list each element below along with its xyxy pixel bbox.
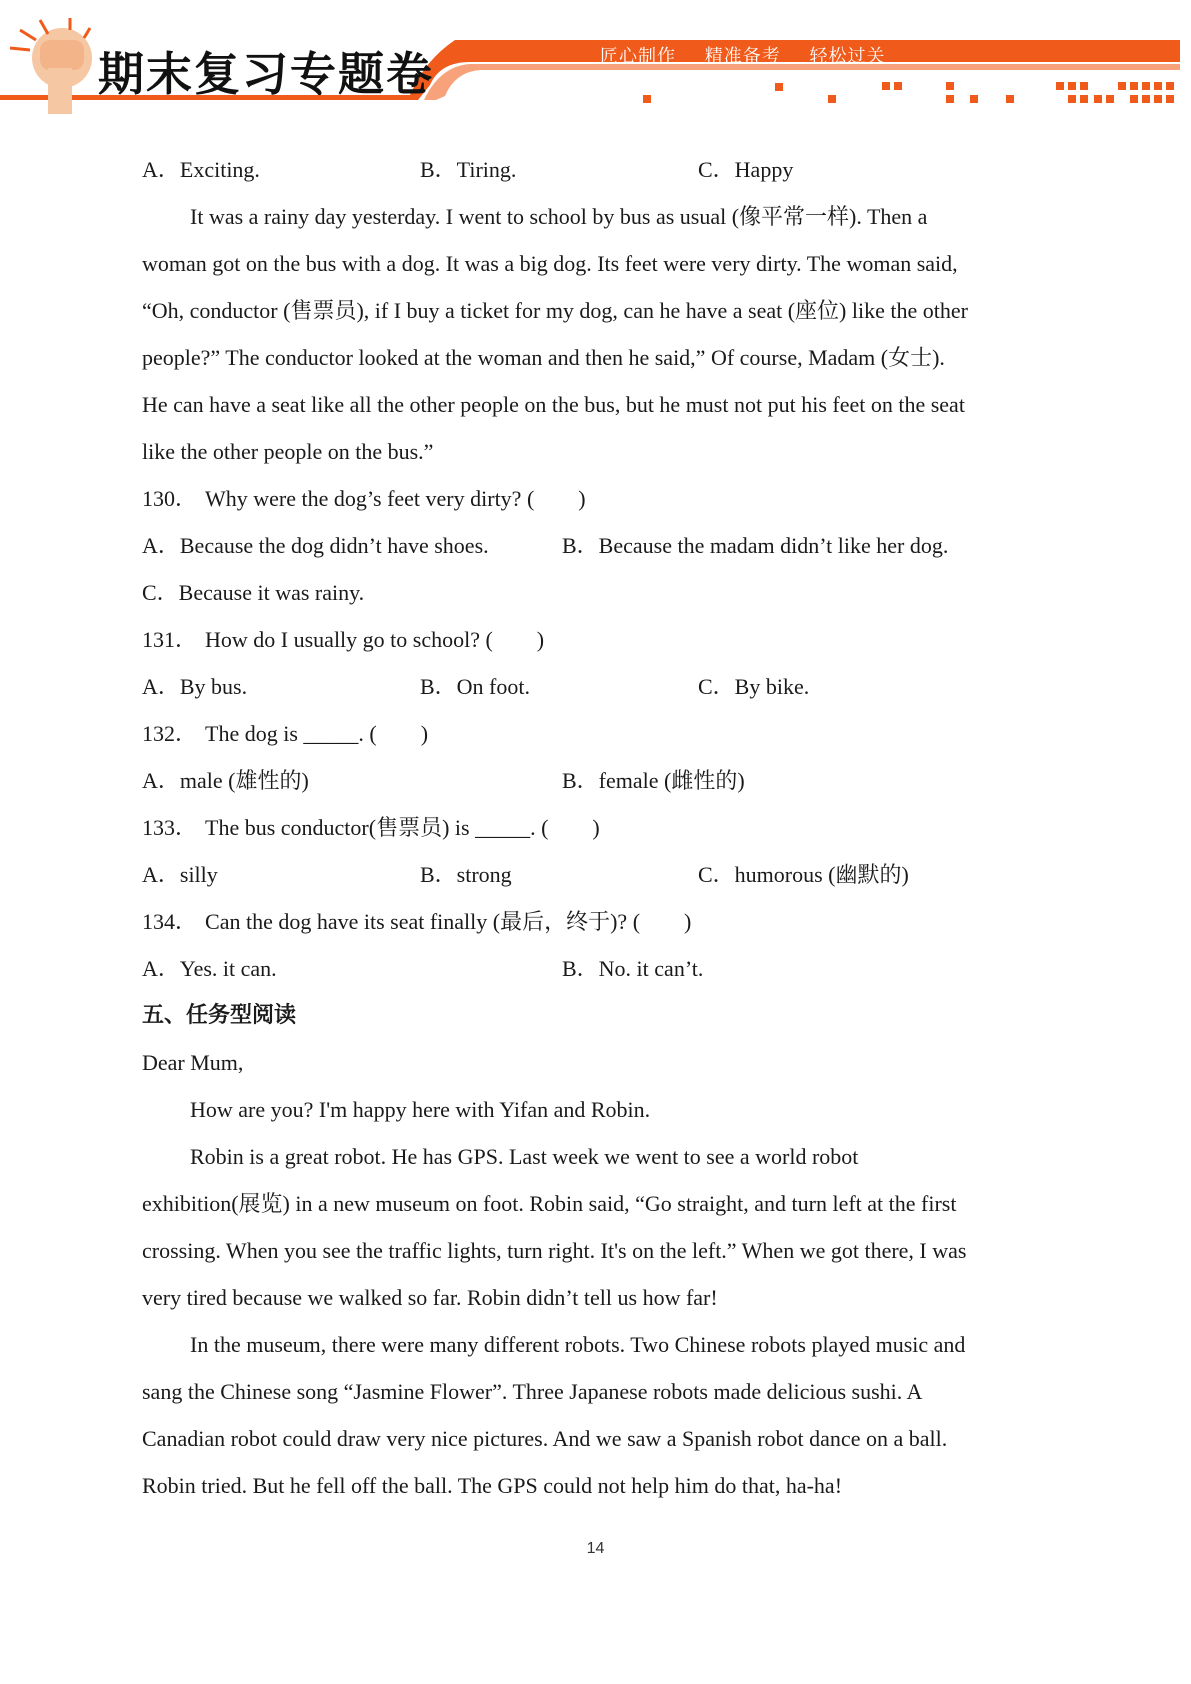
passage-line: He can have a seat like all the other people on the bus, but he must not put his feet on the seat — [142, 392, 965, 417]
passage-2 — [142, 1086, 1062, 1509]
slogan-1: 匠心制作 — [600, 46, 676, 67]
passage-line: sang the Chinese song “Jasmine Flower”. Three Japanese robots made delicious sushi. A — [142, 1379, 923, 1404]
question-text: How do I usually go to school? ( ) — [205, 627, 545, 652]
page-number: 14 — [586, 1540, 605, 1557]
options-row — [142, 663, 1062, 710]
options-row — [142, 945, 1062, 992]
question-132 — [142, 710, 1062, 757]
option-c: C．By bike. — [698, 674, 810, 699]
option-a: A．By bus. — [142, 674, 248, 699]
question-133 — [142, 804, 1062, 851]
option-c: C．Because it was rainy. — [142, 580, 365, 605]
question-text: Why were the dog’s feet very dirty? ( ) — [205, 486, 586, 511]
dot-decoration — [643, 82, 1174, 103]
page-content — [142, 146, 1062, 1509]
option-a: A．male (雄性的) — [142, 768, 309, 793]
options-row — [142, 569, 1062, 616]
option-b: B．female (雌性的) — [562, 768, 745, 793]
header-slogan — [600, 42, 907, 68]
option-c: C．humorous (幽默的) — [698, 862, 909, 887]
passage-line: How are you? I'm happy here with Yifan and Robin. — [190, 1097, 651, 1122]
question-text: The bus conductor(售票员) is _____. ( ) — [205, 815, 600, 840]
question-number: 130． — [142, 486, 198, 511]
question-131 — [142, 616, 1062, 663]
option-b: B．On foot. — [420, 674, 531, 699]
passage-line: It was a rainy day yesterday. I went to school by bus as usual (像平常一样). Then a — [190, 204, 928, 229]
passage-line: Robin is a great robot. He has GPS. Last week we went to see a world robot — [190, 1144, 859, 1169]
option-a: A．Because the dog didn’t have shoes. — [142, 533, 489, 558]
option-a: A．silly — [142, 862, 218, 887]
slogan-3: 轻松过关 — [809, 46, 886, 67]
question-number: 131． — [142, 627, 198, 652]
option-b: B．strong — [420, 862, 512, 887]
option-b: B．Because the madam didn’t like her dog. — [562, 533, 949, 558]
option-c: C．Happy — [698, 157, 794, 182]
options-row — [142, 522, 1062, 569]
header-title: 期末复习专题卷 — [98, 47, 434, 101]
passage-line: crossing. When you see the traffic lights, turn right. It's on the left.” When we got there, I was — [142, 1238, 967, 1263]
option-a: A．Exciting. — [142, 157, 260, 182]
option-a: A．Yes. it can. — [142, 956, 277, 981]
passage-line: Robin tried. But he fell off the ball. The GPS could not help him do that, ha-ha! — [142, 1473, 843, 1498]
option-b: B．Tiring. — [420, 157, 517, 182]
slogan-2: 精准备考 — [704, 46, 781, 67]
passage-line: like the other people on the bus.” — [142, 439, 434, 464]
passage-line: Canadian robot could draw very nice pictures. And we saw a Spanish robot dance on a ball. — [142, 1426, 948, 1451]
question-number: 132． — [142, 721, 198, 746]
passage-line: exhibition(展览) in a new museum on foot. Robin said, “Go straight, and turn left at the first — [142, 1191, 957, 1216]
question-text: Can the dog have its seat finally (最后，终于)? ( ) — [205, 909, 692, 934]
question-number: 134． — [142, 909, 198, 934]
option-b: B．No. it can’t. — [562, 956, 704, 981]
options-row — [142, 851, 1062, 898]
options-row — [142, 757, 1062, 804]
top-options-row — [142, 146, 1062, 193]
question-130 — [142, 475, 1062, 522]
passage-line: In the museum, there were many different robots. Two Chinese robots played music and — [190, 1332, 966, 1357]
passage-line: people?” The conductor looked at the woman and then he said,” Of course, Madam (女士). — [142, 345, 945, 370]
section-title: 五、任务型阅读 — [142, 1003, 297, 1028]
question-number: 133． — [142, 815, 198, 840]
letter-greeting: Dear Mum, — [142, 1050, 244, 1075]
question-text: The dog is _____. ( ) — [205, 721, 429, 746]
passage-1 — [142, 193, 1062, 475]
passage-line: woman got on the bus with a dog. It was a big dog. Its feet were very dirty. The woman said, — [142, 251, 958, 276]
passage-line: very tired because we walked so far. Robin didn’t tell us how far! — [142, 1285, 718, 1310]
passage-line: “Oh, conductor (售票员), if I buy a ticket for my dog, can he have a seat (座位) like the other — [142, 298, 968, 323]
question-134 — [142, 898, 1062, 945]
page-header — [0, 0, 1191, 120]
